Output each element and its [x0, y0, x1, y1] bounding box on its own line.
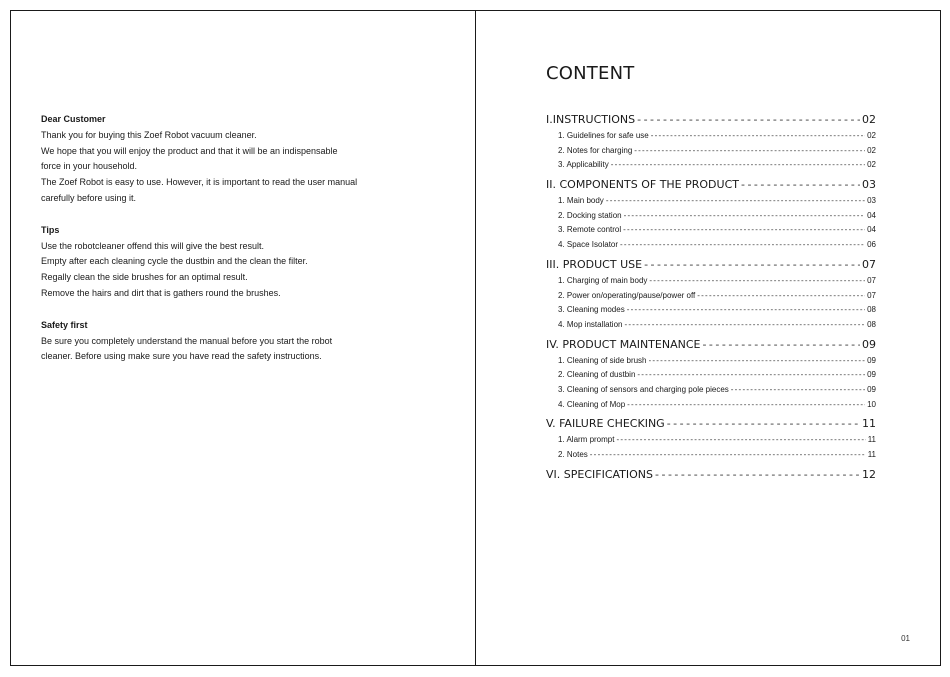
toc-chapter — [546, 176, 876, 253]
toc-subentry[interactable] — [546, 433, 876, 448]
toc-chapter — [546, 111, 876, 173]
toc-entry-page: 08 — [867, 319, 876, 329]
toc-entry-page: 03 — [867, 196, 876, 206]
body-text-line: force in your household. — [41, 161, 138, 172]
toc-chapter-entry[interactable] — [546, 415, 876, 433]
toc-entry-label: 2. Cleaning of dustbin — [558, 370, 636, 380]
toc-entry-page: 09 — [867, 370, 876, 380]
dotted-leader — [627, 303, 865, 318]
toc-entry-label: 2. Notes — [558, 450, 588, 459]
body-text-line: Thank you for buying this Zoef Robot vacuum cleaner. — [41, 129, 257, 140]
dotted-leader — [624, 209, 866, 224]
toc-subentry[interactable] — [546, 129, 876, 144]
toc-subentry[interactable] — [546, 194, 876, 209]
dotted-leader — [649, 354, 866, 369]
section-title: Safety first — [41, 319, 88, 330]
toc-entry-page: 09 — [862, 337, 876, 351]
body-text-line: cleaner. Before using make sure you have read the safety instructions. — [41, 351, 322, 362]
toc-chapter-entry[interactable] — [546, 466, 876, 484]
dotted-leader — [655, 466, 860, 484]
toc-entry-label: I.INSTRUCTIONS — [546, 113, 636, 126]
toc-subentry[interactable] — [546, 318, 876, 333]
toc-subentry[interactable] — [546, 289, 876, 304]
toc-entry-label: IV. PRODUCT MAINTENANCE — [546, 337, 701, 351]
section-title: Dear Customer — [41, 114, 106, 124]
dotted-leader — [620, 238, 865, 253]
toc-entry-label: 4. Mop installation — [558, 319, 623, 329]
toc-entry-page: 03 — [862, 178, 876, 192]
dotted-leader — [606, 194, 865, 209]
toc-entry-label: 2. Notes for charging — [558, 145, 633, 155]
toc-entry-label: 2. Docking station — [558, 210, 622, 220]
toc-chapter-entry[interactable] — [546, 336, 876, 354]
toc-entry-page: 10 — [867, 399, 876, 409]
toc-entry-page: 06 — [867, 240, 876, 250]
toc-chapter — [546, 466, 876, 484]
toc-entry-page: 07 — [867, 275, 876, 285]
dotted-leader — [634, 144, 865, 159]
toc-subentry[interactable] — [546, 398, 876, 413]
body-text-line: Remove the hairs and dirt that is gathers round the brushes. — [41, 287, 281, 298]
dotted-leader — [731, 383, 865, 398]
dotted-leader — [616, 433, 865, 448]
body-text-line: carefully before using it. — [41, 192, 137, 203]
toc-subentry[interactable] — [546, 303, 876, 318]
toc-subentry[interactable] — [546, 383, 876, 398]
dotted-leader — [611, 158, 865, 173]
left-page — [10, 10, 476, 666]
toc-entry-label: III. PRODUCT USE — [546, 257, 643, 271]
dotted-leader — [667, 415, 860, 433]
body-text-line: Use the robotcleaner offend this will give the best result. — [41, 240, 264, 251]
toc-entry-page: 02 — [867, 160, 876, 170]
toc-entry-label: VI. SPECIFICATIONS — [546, 467, 654, 481]
toc-entry-label: 4. Cleaning of Mop — [558, 399, 626, 409]
toc-entry-label: 4. Space Isolator — [558, 240, 619, 250]
toc-entry-page: 09 — [867, 355, 876, 365]
dotted-leader — [590, 448, 866, 463]
toc-entry-label: II. COMPONENTS OF THE PRODUCT — [546, 178, 739, 192]
toc-chapter — [546, 415, 876, 462]
toc-entry-page: 02 — [867, 145, 876, 155]
body-text-line: Regally clean the side brushes for an optimal result. — [41, 272, 248, 283]
toc-subentry[interactable] — [546, 144, 876, 159]
toc-subentry[interactable] — [546, 158, 876, 173]
dotted-leader — [702, 336, 860, 354]
toc-entry-label: 1. Charging of main body — [558, 275, 648, 285]
toc-entry-page: 07 — [867, 290, 876, 300]
section-tips — [41, 223, 461, 302]
toc-entry-page: 07 — [862, 257, 876, 271]
toc-entry-page: 02 — [862, 113, 876, 126]
right-page — [475, 10, 941, 666]
dotted-leader — [649, 274, 865, 289]
toc-chapter — [546, 256, 876, 333]
dotted-leader — [627, 398, 865, 413]
toc-entry-page: 02 — [867, 131, 876, 140]
toc-subentry[interactable] — [546, 448, 876, 463]
toc-entry-label: 1. Alarm prompt — [558, 435, 615, 445]
body-text-line: Empty after each cleaning cycle the dustbin and the clean the filter. — [41, 256, 308, 267]
section-dear-customer — [41, 112, 461, 207]
toc-entry-label: 1. Cleaning of side brush — [558, 355, 647, 365]
toc-entry-label: 3. Remote control — [558, 225, 622, 235]
toc-subentry[interactable] — [546, 274, 876, 289]
section-title: Tips — [41, 224, 60, 235]
dotted-leader — [651, 129, 865, 144]
body-text-line: The Zoef Robot is easy to use. However, it is important to read the user manual — [41, 177, 358, 188]
toc-entry-label: 1. Guidelines for safe use — [558, 131, 649, 140]
section-safety-first — [41, 318, 461, 365]
toc-entry-page: 12 — [862, 467, 876, 481]
toc-chapter-entry[interactable] — [546, 111, 876, 129]
intro-text — [41, 112, 461, 381]
toc-subentry[interactable] — [546, 354, 876, 369]
toc-title: CONTENT — [546, 63, 635, 84]
toc-subentry[interactable] — [546, 368, 876, 383]
toc-entry-label: V. FAILURE CHECKING — [546, 417, 665, 431]
toc-chapter-entry[interactable] — [546, 256, 876, 274]
toc-subentry[interactable] — [546, 223, 876, 238]
toc-chapter-entry[interactable] — [546, 176, 876, 194]
dotted-leader — [624, 318, 865, 333]
toc-entry-page: 09 — [867, 384, 876, 394]
toc-entry-page: 11 — [867, 450, 876, 459]
dotted-leader — [637, 368, 865, 383]
dotted-leader — [637, 111, 860, 129]
body-text-line: We hope that you will enjoy the product and that it will be an indispensable — [41, 145, 338, 156]
dotted-leader — [623, 223, 865, 238]
dotted-leader — [644, 256, 860, 274]
toc-entry-page: 11 — [862, 417, 876, 431]
toc-entry-label: 3. Applicability — [558, 160, 609, 170]
dotted-leader — [741, 176, 860, 194]
toc-subentry[interactable] — [546, 238, 876, 253]
toc-entry-page: 11 — [867, 435, 876, 445]
toc-entry-page: 08 — [867, 305, 876, 315]
toc-entry-label: 3. Cleaning of sensors and charging pole pieces — [558, 384, 729, 394]
toc-chapter — [546, 336, 876, 413]
toc-entry-page: 04 — [867, 210, 876, 220]
toc-entry-label: 1. Main body — [558, 196, 604, 206]
dotted-leader — [697, 289, 865, 304]
body-text-line: Be sure you completely understand the manual before you start the robot — [41, 335, 333, 346]
toc-subentry[interactable] — [546, 209, 876, 224]
toc-entry-label: 3. Cleaning modes — [558, 305, 625, 315]
toc-entry-label: 2. Power on/operating/pause/power off — [558, 290, 696, 300]
toc-entry-page: 04 — [867, 225, 876, 235]
page-number: 01 — [901, 634, 910, 643]
table-of-contents — [546, 111, 876, 487]
